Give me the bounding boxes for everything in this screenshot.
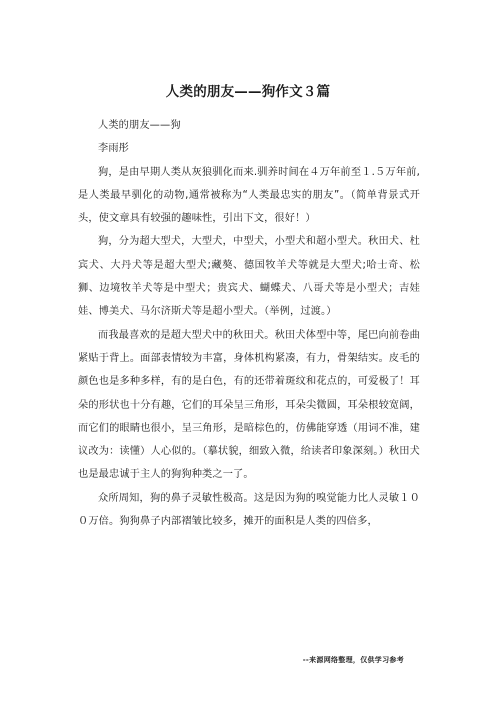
paragraph: 狗，分为超大型犬，大型犬，中型犬，小型犬和超小型犬。秋田犬、杜宾犬、大丹犬等是超大型犬;藏獒、德国牧羊犬等就是大型犬;哈士奇、松狮、边境牧羊犬等是中型犬；贵宾犬、蝴蝶犬、八哥犬等是小型犬；吉娃娃、博美犬、马尔济斯犬等是超小型犬。（举例，过渡。） [78, 236, 420, 318]
author-line: 李雨彤 [98, 143, 130, 155]
paragraph: 而我最喜欢的是超大型犬中的秋田犬。秋田犬体型中等，尾巴向前卷曲紧贴于背上。面部表情较为丰富，身体机构紧凑，有力，骨架结实。皮毛的颜色也是多种多样，有的是白色，有的还带着斑纹和花点的，可爱极了！耳朵的形状也十分有趣，它们的耳朵呈三角形，耳朵尖微圆，耳朵根较宽阔，而它们的眼睛也很小，呈三角形，是暗棕色的，仿佛能穿透（用词不准，建议改为：读懂）人心似的。（摹状貌，细致入微，给读者印象深刻。）秋田犬也是最忠诚于主人的狗狗种类之一了。 [78, 329, 420, 481]
document-body [78, 114, 420, 533]
document-title: 人类的朋友——狗作文３篇 [165, 84, 331, 100]
paragraph: 众所周知，狗的鼻子灵敏性极高。这是因为狗的嗅觉能力比人灵敏１００万倍。狗狗鼻子内部褶皱比较多，摊开的面积是人类的四倍多， [78, 492, 420, 528]
page-footer: --来源网络整理，仅供学习参考 [302, 656, 404, 664]
subtitle-line: 人类的朋友——狗 [98, 120, 181, 131]
paragraph: 狗，是由早期人类从灰狼驯化而来.驯养时间在４万年前至１.５万年前,是人类最早驯化的动物,通常被称为“人类最忠实的朋友”。（简单背景式开头，使文章具有较强的趣味性，引出下文，很好！） [78, 166, 420, 225]
